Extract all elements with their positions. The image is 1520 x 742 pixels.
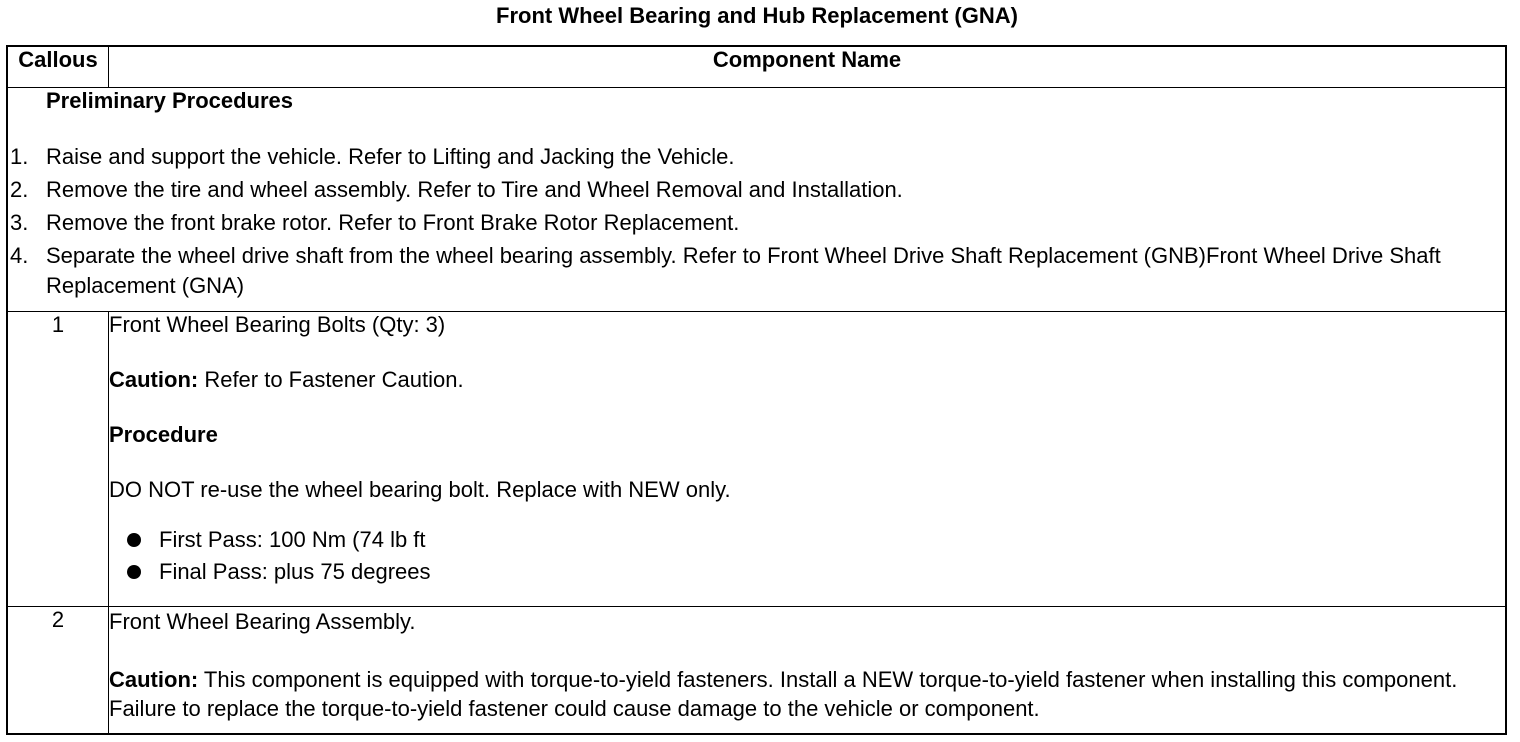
bullet-text: First Pass: 100 Nm (74 lb ft xyxy=(159,527,426,552)
bullet-icon xyxy=(127,565,141,579)
document-title: Front Wheel Bearing and Hub Replacement (GNA) xyxy=(496,3,1018,28)
preliminary-procedures-row xyxy=(7,88,1506,312)
step-number: 2. xyxy=(10,177,29,202)
component-cell xyxy=(109,312,1507,607)
component-cell xyxy=(109,607,1507,735)
table-header-row xyxy=(7,46,1506,88)
component-name-column-header: Component Name xyxy=(109,46,1507,88)
bullet-icon xyxy=(127,533,141,547)
caution-text: This component is equipped with torque-to-yield fasteners. Install a NEW torque-to-yield fastener when installing this component. Failure to replace the torque-to-yield fastener could cause damage to the vehicle or component. xyxy=(109,667,1458,721)
procedure-heading: Procedure xyxy=(109,422,218,447)
preliminary-procedures-cell xyxy=(7,88,1506,312)
list-item xyxy=(8,241,1505,301)
caution-label: Caution: xyxy=(109,667,199,692)
torque-spec-list xyxy=(109,524,1505,588)
list-item xyxy=(109,524,1505,556)
caution-text: Refer to Fastener Caution. xyxy=(198,367,464,392)
component-name: Front Wheel Bearing Assembly. xyxy=(109,609,416,634)
procedure-text: DO NOT re-use the wheel bearing bolt. Replace with NEW only. xyxy=(109,477,731,502)
list-item xyxy=(109,556,1505,588)
step-number: 1. xyxy=(10,144,29,169)
step-text: Remove the front brake rotor. Refer to Front Brake Rotor Replacement. xyxy=(46,210,740,235)
component-name: Front Wheel Bearing Bolts (Qty: 3) xyxy=(109,312,446,337)
step-text: Raise and support the vehicle. Refer to Lifting and Jacking the Vehicle. xyxy=(46,144,735,169)
step-number: 3. xyxy=(10,210,29,235)
preliminary-steps-list xyxy=(8,142,1505,301)
list-item xyxy=(8,142,1505,172)
preliminary-procedures-heading: Preliminary Procedures xyxy=(46,88,294,113)
component-table xyxy=(6,45,1507,735)
list-item xyxy=(8,175,1505,205)
list-item xyxy=(8,208,1505,238)
step-number: 4. xyxy=(10,243,29,268)
callouts-column-header: Callous xyxy=(7,46,109,88)
caution-note xyxy=(109,665,1505,723)
callout-number: 2 xyxy=(7,607,109,735)
table-row xyxy=(7,312,1506,607)
caution-note xyxy=(109,367,1505,393)
table-row xyxy=(7,607,1506,735)
bullet-text: Final Pass: plus 75 degrees xyxy=(159,559,431,584)
step-text: Separate the wheel drive shaft from the wheel bearing assembly. Refer to Front Wheel Drive Shaft Replacement (GNB)Front Wheel Drive Shaft Replacement (GNA) xyxy=(46,243,1441,298)
callout-number: 1 xyxy=(7,312,109,607)
caution-label: Caution: xyxy=(109,367,199,392)
step-text: Remove the tire and wheel assembly. Refer to Tire and Wheel Removal and Installation. xyxy=(46,177,903,202)
